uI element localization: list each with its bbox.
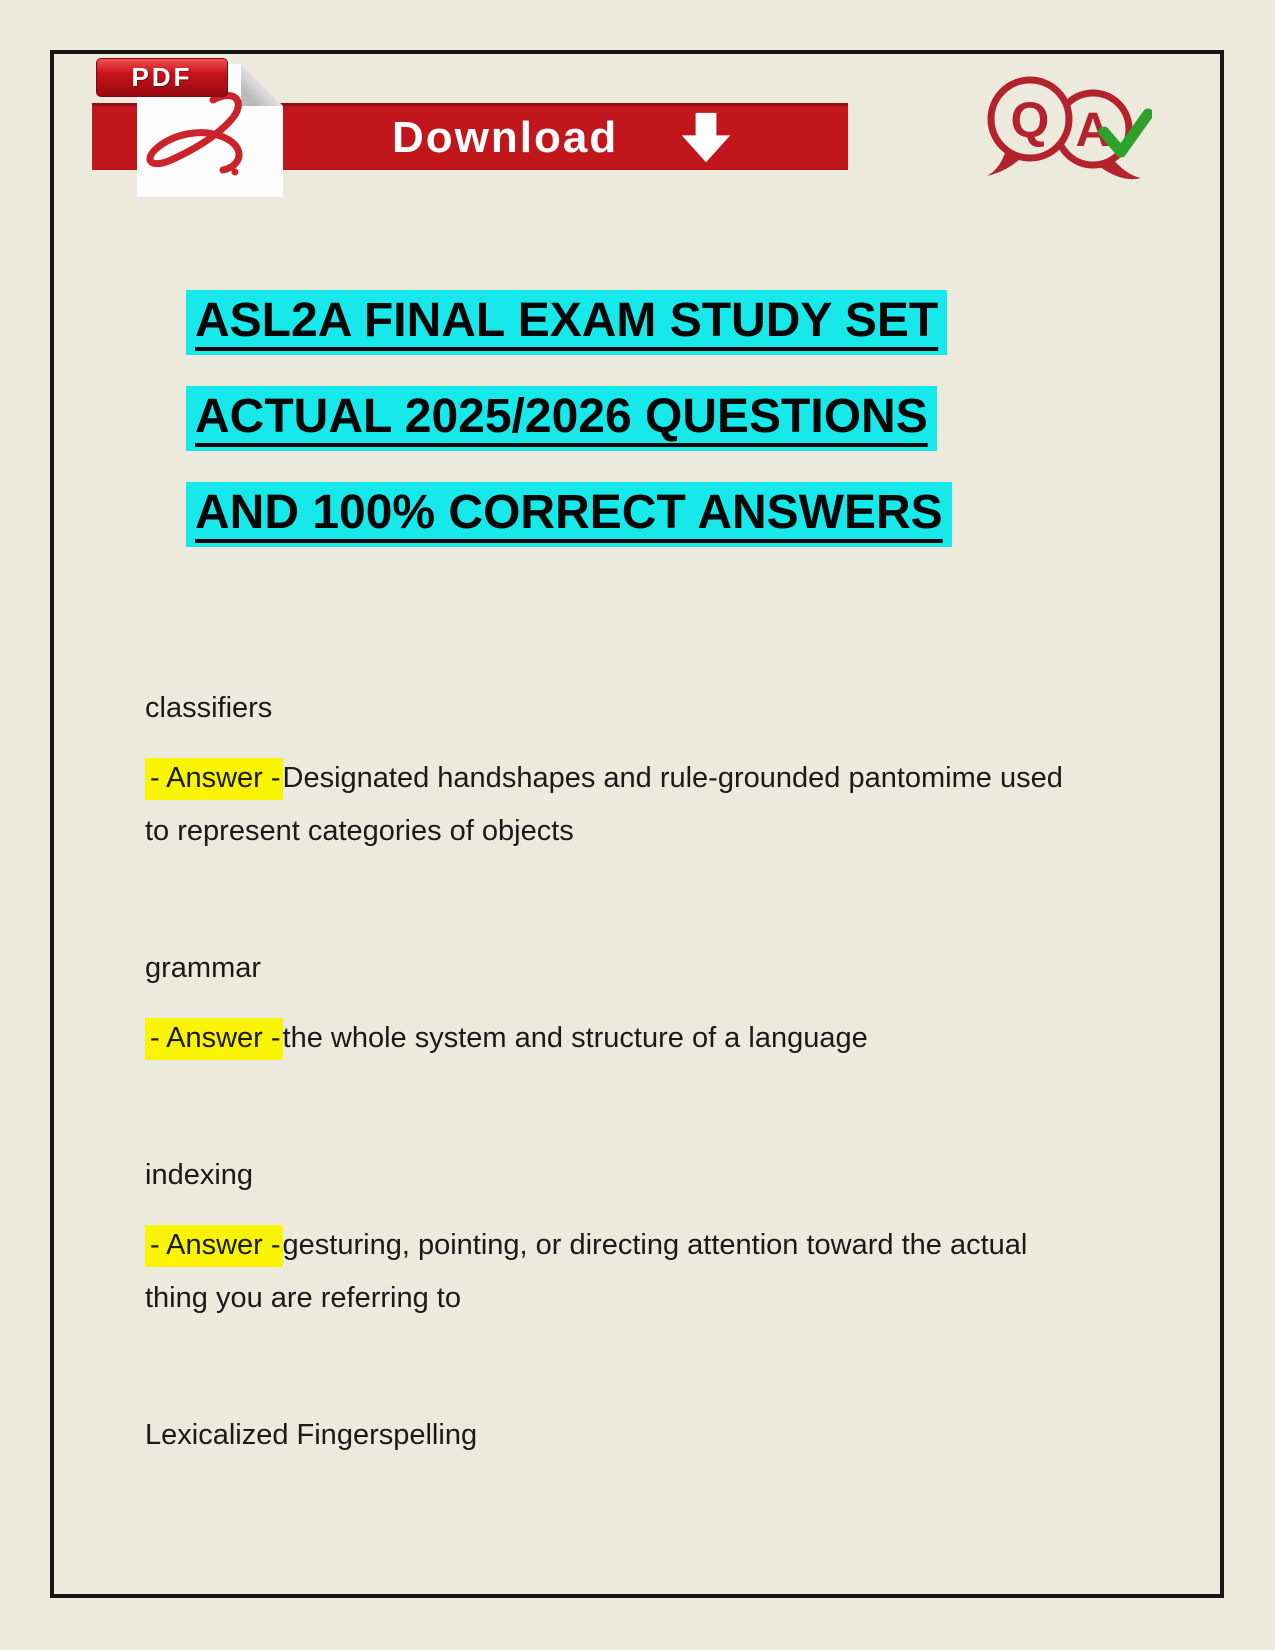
qa-answer <box>145 1219 1075 1325</box>
answer-text: gesturing, pointing, or directing attention toward the actual thing you are referring to <box>145 1229 1028 1314</box>
acrobat-logo-icon <box>143 90 271 190</box>
qa-term: grammar <box>145 952 262 984</box>
qa-logo <box>980 72 1152 190</box>
qa-item <box>145 1417 1075 1453</box>
qa-item <box>145 950 1075 1065</box>
document-title <box>186 290 1086 578</box>
qa-term: indexing <box>145 1159 254 1191</box>
qa-list <box>145 690 1075 1545</box>
answer-highlight: - Answer - <box>145 758 283 800</box>
title-line-2: ACTUAL 2025/2026 QUESTIONS <box>186 386 1086 451</box>
qa-item <box>145 1157 1075 1325</box>
title-line-3: AND 100% CORRECT ANSWERS <box>186 482 1086 547</box>
answer-highlight: - Answer - <box>145 1018 283 1060</box>
answer-text: the whole system and structure of a language <box>282 1022 868 1054</box>
qa-logo-letter-a: A <box>1075 104 1111 157</box>
pdf-badge-label: PDF <box>131 62 193 92</box>
qa-item <box>145 690 1075 858</box>
download-label: Download <box>392 113 619 162</box>
title-line-1: ASL2A FINAL EXAM STUDY SET <box>186 290 1086 355</box>
pdf-badge <box>96 58 228 97</box>
qa-answer <box>145 752 1075 858</box>
qa-term: Lexicalized Fingerspelling <box>145 1419 478 1451</box>
answer-text: Designated handshapes and rule-grounded pantomime used to represent categories of objects <box>145 762 1063 847</box>
qa-logo-letter-q: Q <box>1010 92 1050 148</box>
answer-highlight: - Answer - <box>145 1225 283 1267</box>
qa-term: classifiers <box>145 692 273 724</box>
qa-answer <box>145 1012 1075 1065</box>
download-arrow-icon <box>680 110 732 166</box>
